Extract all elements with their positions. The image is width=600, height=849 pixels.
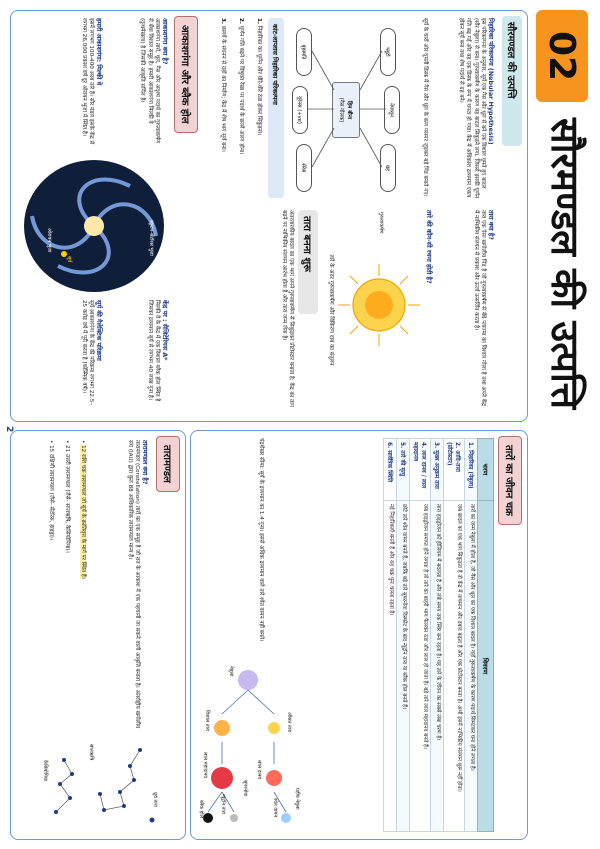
constellation-figure-label: ध्रुव तारा: [152, 792, 158, 807]
table-row: [431, 439, 444, 832]
constellation-point-text: 15 दक्षिणी तारामण्डल (जैसे- सेंटॉरस, हाइड्रा)।: [48, 445, 54, 541]
evolution-label: नेबुला: [228, 666, 234, 677]
nebular-heading: निहारिका परिकल्पना (Nebular Hypothesis): [487, 18, 495, 145]
evolution-label: ब्लैक होल: [198, 800, 204, 818]
milkyway-text: इसमें लगभग 100-400 अरब तारे हैं। सौर मंडल इसके केंद्र से लगभग 26,000 प्रकाश वर्ष दूर ओरायन भुजा में स्थित है।: [80, 18, 94, 145]
page-number: 2: [4, 426, 14, 433]
lifecycle-table: [383, 438, 494, 832]
nebular-text: इस परिकल्पना के अनुसार, सूर्य एक गैस और धूल से बने एक विशाल घूमते हुए बादल (सौर नेबुला) से बना। गुरुत्वाकर्षण के कारण यह बादल सिकुड़ने लगा, जिससे इसकी घूर्णन गति बढ़ गई और यह एक डिस्क के रूप में चपटा हो गया। केंद्र में अधिकांश द्रव्यमान एकत्र होकर सूर्य बना तथा शेष पदार्थ से ग्रह बने।: [457, 18, 486, 198]
chandrasekhar-note: चंद्रशेखर सीमा: सूर्य के द्रव्यमान का 1.4 गुना। इससे अधिक द्रव्यमान वाले तारे श्वेत वामन नहीं बनते।: [258, 438, 264, 642]
constellation-question: तारामण्डल क्या है?: [141, 440, 149, 485]
star-question: तारा क्या है?: [487, 210, 495, 240]
diagram-center-label: हिम बौना: [346, 100, 352, 120]
chapter-number: 02: [536, 10, 588, 102]
lifecycle-tab: तारों का जीवन चक्र: [498, 436, 522, 525]
diagram-node: सेरेस: [296, 144, 312, 192]
sun-caption: तारे के अंदर गुरुत्वाकर्षण और विकिरण दाब का संतुलन: [328, 254, 334, 366]
table-row: [384, 439, 397, 832]
stage-detail: जब हाइड्रोजन समाप्त होने लगता है तो तारे का बाहरी भाग फैलकर ठंडा और लाल हो जाता है। बड़े तारे लाल महादानव बनते हैं।: [410, 501, 431, 832]
table-header: चरण: [478, 439, 494, 501]
diagram-node: ग्रह: [380, 144, 396, 192]
evolution-label: सुपरनोवा: [242, 780, 248, 797]
constellation-point: • 15 दक्षिणी तारामण्डल (जैसे- सेंटॉरस, हाइड्रा)।: [48, 440, 54, 541]
stage-name: 3. मुख्य अनुक्रम तारा: [431, 439, 444, 501]
stage-detail: छोटे तारे श्वेत वामन बनते हैं, जबकि बड़े तारे सुपरनोवा विस्फोट के बाद न्यूट्रॉन तारा या ब्लैक होल बनते हैं।: [397, 501, 410, 832]
stage-detail: नई निहारिकाएँ बनती हैं और यह चक्र पुनः चलता रहता है।: [384, 501, 397, 832]
blackhole-text: मिल्की वे के केंद्र में एक विशाल ब्लैक होल स्थित है जिसका द्रव्यमान सूर्य से लगभग 40 लाख गुना है।: [146, 300, 160, 402]
milky-way-diagram: [20, 156, 168, 296]
stage-detail: तारों का जन्म नेबुला में होता है, जो गैस और धूल का एक विशाल बादल है। यहाँ गुरुत्वाकर्षण के कारण पदार्थ सिमटकर घना होने लगता है।: [465, 501, 478, 832]
blackhole-heading: केंद्र पर : सैजिटेरियस A*: [161, 300, 169, 361]
sun-question: तारे की कौन-सी रचना होती है?: [425, 210, 433, 284]
table-row: [465, 439, 478, 832]
constellation-point: • 21 उत्तरी तारामण्डल (जैसे- सप्तऋषि, कैसियोपिया)।: [64, 440, 70, 553]
evolution-label: न्यूट्रॉन तारा: [220, 794, 226, 815]
table-row: [410, 439, 431, 832]
evolution-label: ग्रहीय नेबुला: [294, 788, 300, 810]
diagram-node: बृहस्पति: [296, 28, 312, 76]
lifecycle-table-wrap: [383, 438, 494, 832]
table-row: [444, 439, 465, 832]
kant-point: 1. निहारिका का घूर्णन और धीरे-धीरे ठंडा होकर सिकुड़ना।: [256, 18, 262, 136]
arm-label: स्कूटम-सेंटॉरस भुजा: [148, 220, 154, 256]
mass-heading: तारा बनना शुरू: [298, 210, 318, 314]
milkyway-question: हमारी आकाशगंगा: मिल्की वे: [95, 18, 103, 86]
evolution-label: लाल महादानव: [202, 752, 208, 779]
stellar-evolution-diagram: [196, 662, 300, 834]
evolution-connectors: [196, 662, 300, 834]
kant-point: 3. छल्लों के संघनन से ग्रहों का निर्माण; केंद्र में शेष भाग सूर्य बना।: [220, 18, 226, 152]
table-header-row: [478, 439, 494, 832]
diagram-node: नेपच्यून: [384, 86, 400, 134]
planet-formation-diagram: [292, 24, 400, 194]
diagram-connectors: [292, 24, 400, 194]
arm-label: धनु भुजा: [34, 162, 40, 178]
constellation-tab: तारामण्डल: [156, 436, 180, 492]
constellation-point-text: 12 राशि चक्र तारामण्डल जो सूर्य के क्रांतिवृत्त के मार्ग पर स्थित हैं।: [80, 445, 86, 579]
galactic-orbit-heading: सूर्य की गैलेक्टिक परिक्रमा: [95, 300, 103, 361]
kant-point-text: निहारिका का घूर्णन और धीरे-धीरे ठंडा होकर सिकुड़ना।: [256, 25, 262, 136]
galaxy-text: आकाशगंगा तारों, धूल, गैस और अदृश्य पदार्थ का गुरुत्वाकर्षण से बँधा विशाल समूह है। हमारी आकाशगंगा मिल्की वे (दुग्धमेखला) है जिसकी आकृति सर्पिल है।: [139, 18, 160, 144]
constellation-figure-label: कैसियोपिया: [42, 760, 48, 782]
kant-point-text: छल्लों के संघनन से ग्रहों का निर्माण; केंद्र में शेष भाग सूर्य बना।: [220, 25, 226, 152]
diagram-center-sublabel: (गैस गोलक): [338, 97, 344, 123]
arm-label: ओरायन भुजा: [46, 228, 52, 253]
sun-label: गुरुत्वाकर्षण: [378, 212, 384, 234]
star-text: तारा एक ऐसा खगोलीय पिंड है जो गुरुत्वाकर्षण से बँधे प्लाज्मा का विशाल गोला है तथा अपने केंद्र में नाभिकीय संलयन से प्रकाश और ऊर्जा उत्सर्जित करता है।: [472, 210, 486, 406]
table-header: विवरण: [478, 501, 494, 832]
constellation-point: • 12 राशि चक्र तारामण्डल जो सूर्य के क्रांतिवृत्त के मार्ग पर स्थित हैं।: [80, 440, 86, 579]
diagram-node: प्लूटो: [380, 28, 396, 76]
table-row: [397, 439, 410, 832]
sun-illustration: [336, 250, 422, 360]
kant-heading-bar: [268, 18, 284, 198]
galactic-orbit-text: सूर्य आकाशगंगा के केंद्र की परिक्रमा लगभग 22.5–25 करोड़ वर्ष में पूरी करता है (कॉस्मिक वर्ष)।: [80, 300, 94, 406]
diagram-node: यूरेनस (+ve): [292, 86, 308, 134]
evolution-label: औसत तारा: [286, 712, 292, 733]
section-title: सौरमण्डल की उत्पत्ति: [502, 16, 522, 146]
stage-detail: जब बादल का एक भाग सिकुड़ता है तो केंद्र में तापमान और दबाव बढ़ता है और एक प्रोटोस्टार बनता है। अभी इसमें नाभिकीय संलयन शुरू नहीं होता।: [444, 501, 465, 832]
stage-name: 5. तारे की मृत्यु: [397, 439, 410, 501]
evolution-label: श्वेत वामन: [272, 798, 278, 818]
kant-heading: कांट-लाप्लास निहारिका परिकल्पना: [271, 24, 279, 105]
chapter-title: सौरमण्डल की उत्पत्ति: [543, 118, 587, 410]
arm-label: पर्सियस भुजा: [160, 160, 166, 184]
kant-point-text: घूर्णन गति बढ़ने पर विषुवत रेखा पर पदार्थ के छल्ले अलग होना।: [238, 25, 244, 155]
galaxy-tab: आकाशगंगा और ब्लैक होल: [174, 16, 198, 133]
evolution-label: लाल दानव: [256, 760, 262, 780]
stage-detail: तारा हाइड्रोजन को हीलियम में बदलता है और लंबे समय तक स्थिर बना रहता है। यह तारे के जीवन का सबसे लंबा चरण है।: [431, 501, 444, 832]
mass-text: अंतरतारकीय बादल का एक भाग अपने गुरुत्वाकर्षण से सिकुड़कर प्रोटोस्टार बनाता है; केंद्र का ताप बढ़ने पर नाभिकीय संलयन आरंभ होता है और तारा जन्म लेता है।: [280, 210, 294, 407]
nebular-note: सूर्य के चारों ओर घूमती डिस्क में गैस और धूल के कण परस्पर जुड़कर बड़े पिंड बनाते गए।: [422, 18, 428, 197]
constellation-figure-label: सप्तऋषि: [88, 744, 94, 761]
stage-name: 1. निहारिका (नेबुला): [465, 439, 478, 501]
arm-label: सूर्य: [66, 256, 72, 263]
galaxy-question: आकाशगंगा क्या है?: [161, 18, 169, 65]
stage-name: 2. आदि-तारा (प्रोटोस्टार): [444, 439, 465, 501]
stage-name: 4. लाल दानव / लाल महादानव: [410, 439, 431, 501]
constellation-text: तारामण्डल (Constellation) तारों का एक समूह है जो रात के आकाश में एक पहचानी जा सकने वाली आकृति बनाता है। अंतर्राष्ट्रीय खगोलीय संघ (IAU) द्वारा कुल 88 आधिकारिक तारामण्डल मान्य हैं।: [126, 440, 140, 729]
stage-name: 6. सार्वत्रिक स्थिति: [384, 439, 397, 501]
evolution-label: विशाल तारा: [204, 710, 210, 732]
kant-point: 2. घूर्णन गति बढ़ने पर विषुवत रेखा पर पदार्थ के छल्ले अलग होना।: [238, 18, 244, 155]
constellation-point-text: 21 उत्तरी तारामण्डल (जैसे- सप्तऋषि, कैसियोपिया)।: [64, 445, 70, 553]
